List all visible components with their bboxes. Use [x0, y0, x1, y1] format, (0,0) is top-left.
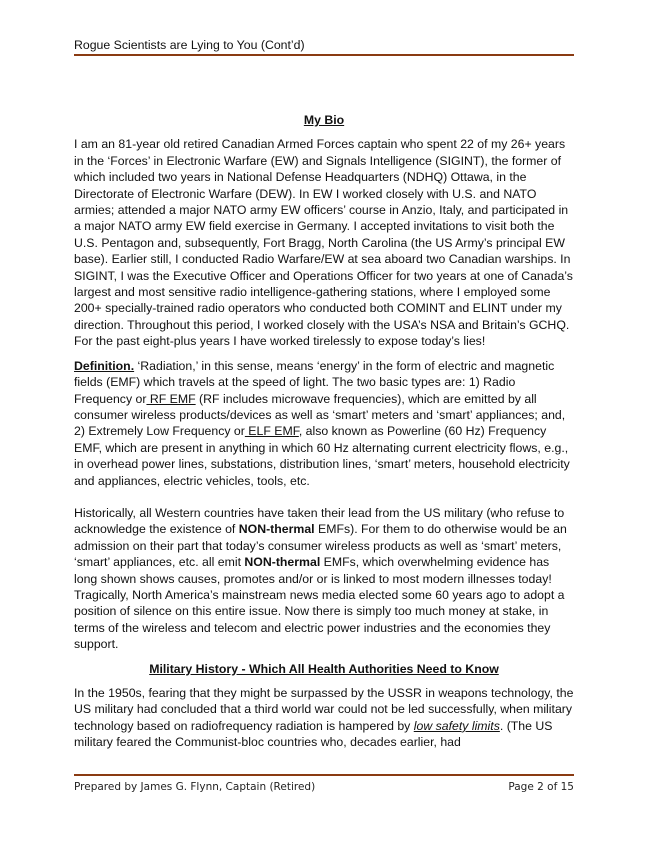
bio-paragraph: I am an 81-year old retired Canadian Armed Forces captain who spent 22 of my 26+ years in the ‘Forces’ in Electronic Warfare (EW) and Signals Intelligence (SIGINT), the former of which included two years in National Defense Headquarters (NDHQ) Ottawa, in the Directorate of Electronic Warfare (DEW). In EW I worked closely with U.S. and NATO armies; attended a major NATO army EW officers’ course in Anzio, Italy, and participated in a major NATO army EW field exercise in Germany. I accepted invitations to visit both the U.S. Pentagon and, subsequently, Fort Bragg, North Carolina (the US Army’s principal EW base). Earlier still, I conducted Radio Warfare/EW at sea aboard two Canadian warships. In SIGINT, I was the Executive Officer and Operations Officer for two years at one of Canada’s largest and most sensitive radio intelligence-gathering stations, where I employed some 200+ specially-trained radio operators who conducted both COMINT and ELINT under my direction. Throughout this period, I worked closely with the USA’s NSA and Britain’s GCHQ. For the past eight-plus years I have worked tirelessly to expose today’s lies! — [74, 137, 573, 349]
elf-emf-link[interactable]: ELF EMF — [244, 424, 299, 439]
definition-text-3: , also known as Powerline (60 Hz) Frequency EMF, which are present in anything in which 60 Hz alternating current electricity flows, e.g., in overhead power lines, substations, distribution lines, ‘smart’ meters, household electricity and appliances, electric vehicles, tools, etc. — [74, 424, 570, 488]
history-text-1: Historically, all Western countries have taken their lead from the US military (who refuse to acknowledge the existence of — [74, 505, 565, 537]
history-text-3: EMFs, which overwhelming evidence has long shown shows causes, promotes and/or or is linked to most modern illnesses today! Tragically, North America’s mainstream news media elected some 60 years ago to adopt a position of silence on this entire issue. Now there is simply too much money at stake, in terms of the wireless and telecom and electric power industries and the economies they support. — [74, 555, 565, 652]
footer-rule — [74, 774, 574, 776]
definition-text-1: ‘Radiation,’ in this sense, means ‘energy’ in the form of electric and magnetic fields (EMF) which travels at the speed of light. The two basic types are: 1) Radio Frequency or — [74, 358, 555, 406]
military-text-2: . (The US military feared the Communist-bloc countries who, decades earlier, had — [74, 718, 553, 750]
history-bold-2: NON-thermal — [244, 555, 321, 570]
running-header: Rogue Scientists are Lying to You (Cont’d) — [74, 38, 305, 52]
military-heading: Military History - Which All Health Authorities Need to Know — [149, 661, 499, 676]
military-paragraph — [74, 685, 574, 751]
page-number: Page 2 of 15 — [508, 781, 574, 793]
header-rule — [74, 54, 574, 56]
history-bold-1: NON-thermal — [238, 522, 315, 537]
low-safety-limits-link[interactable]: low safety limits — [413, 718, 500, 733]
footer-author: Prepared by James G. Flynn, Captain (Retired) — [74, 781, 316, 793]
document-body — [74, 112, 574, 751]
definition-label: Definition. — [74, 358, 135, 373]
military-text-1: In the 1950s, fearing that they might be surpassed by the USSR in weapons technology, the US military had concluded that a third world war could not be led successfully, when military technology based on radiofrequency radiation is hampered by — [74, 686, 574, 733]
definition-text-2: (RF includes microwave frequencies), which are emitted by all consumer wireless products/devices as well as ‘smart’ meters and ‘smart’ appliances; and, 2) Extremely Low Frequency or — [74, 391, 566, 439]
rf-emf-link[interactable]: RF EMF — [146, 391, 196, 406]
bio-heading: My Bio — [303, 113, 345, 127]
definition-paragraph — [74, 358, 574, 489]
history-paragraph — [74, 505, 574, 653]
history-text-2: EMFs). For them to do otherwise would be an admission on their part that today’s consumer wireless products as well as ‘smart’ meters, ‘smart’ appliances, etc. all emit — [74, 522, 567, 570]
